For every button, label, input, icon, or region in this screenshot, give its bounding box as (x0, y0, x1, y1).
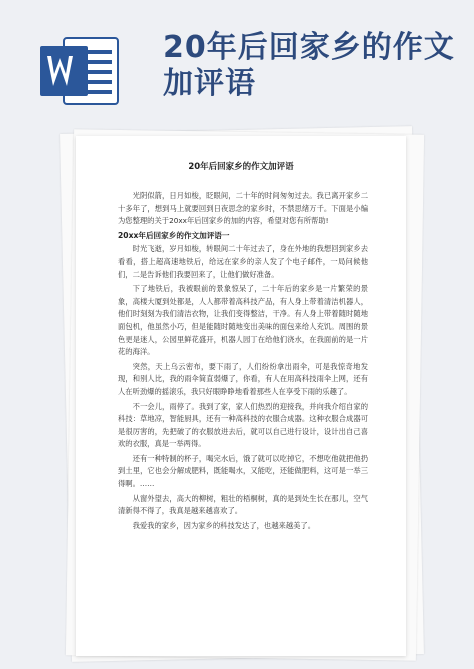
page-title: 20年后回家乡的作文加评语 (163, 30, 455, 101)
document-body (118, 190, 368, 534)
body-paragraph: 我爱我的家乡，因为家乡的科技发达了，也越来越美了。 (132, 520, 316, 530)
document-page (76, 136, 406, 656)
intro-paragraph: 光阴似箭，日月如梭，眨眼间，二十年的时间匆匆过去。我已离开家乡二十多年了，想到马上就要回到日夜思念的家乡时，不禁思绪万千。下面是小编为您整理的关于20xx年后回家乡的加的内容，希望对您有所帮助! (118, 191, 368, 226)
section-heading: 20xx年后回家乡的作文加评语一 (118, 230, 230, 240)
banner-header (0, 0, 474, 118)
body-paragraph: 不一会儿，雨停了。我到了家，家人们热烈的迎接我，并向我介绍自家的科技：草地凉，智能厨具，还有一种高科技的衣服合成器。这种衣服合成器可是很厉害的，先把破了的衣服放进去后，就可以自己进行设计，设计出自己喜欢的衣服，真是一举两得。 (118, 401, 368, 449)
body-paragraph: 还有一种特制的杯子，喝完水后，饿了就可以吃掉它，不想吃他就把他扔到土里，它也会分解成肥料，既能喝水，又能吃，还能做肥料，这可是一举三得啊。…… (118, 453, 368, 489)
body-paragraph: 下了地铁后，我被眼前的景象惊呆了，二十年后的家乡是一片繁荣的景象，高楼大厦到处都是，人人都带着高科技产品，有人身上带着清洁机器人，他们时刻刻为我们清洁衣物，让我们变得整洁，干净。有人身上带着随时随地面包机，他虽然小巧，但是能随时随地变出美味的面包来给人充饥。周围的景色更是迷人，公园里鲜花盛开，机器人园丁在给他们浇水，在我面前的是一片花的海洋。 (118, 284, 368, 357)
body-paragraph: 时光飞逝，岁月如梭，转眼间二十年过去了，身在外地的我想回到家乡去看看，搭上超高速地铁后，给远在家乡的亲人发了个电子邮件，一局问候他们，二是告诉他们我要回来了，让他们做好准备。 (118, 244, 368, 279)
body-paragraph: 突然，天上乌云密布，要下雨了，人们纷纷拿出雨伞，可是我惊奇地发现，和别人比，我的雨伞简直弱爆了，你看，有人在用高科技雨伞上网，还有人在听劲爆的摇滚乐，我只好眼睁睁地看着那些人在享受下雨的乐趣了。 (118, 361, 368, 396)
body-paragraph: 从窗外望去，高大的柳树，粗壮的梧桐树，真的是到处生长在那儿，空气清新得不得了，我真是越来越喜欢了。 (118, 493, 368, 516)
word-app-icon (38, 36, 120, 106)
document-title: 20年后回家乡的作文加评语 (188, 162, 294, 172)
